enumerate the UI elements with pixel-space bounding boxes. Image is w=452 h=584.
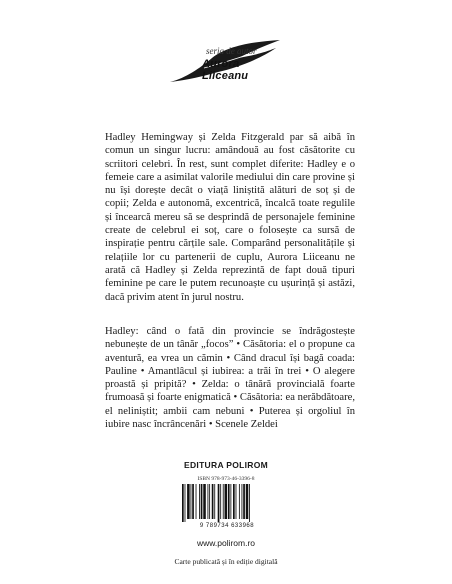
- series-logo: [166, 38, 284, 86]
- digital-edition-note: Carte publicată și în ediție digitală: [174, 557, 278, 566]
- contents-paragraph: Hadley: când o fată din provincie se îndrăgostește nebunește de un tânăr „focos” • Căsătoria: el o propune ca aventură, ea vrea un cămin • Când dracul își bagă coada: Pauline • Amantlâcul și iubirea: a trăi în trei • O alegere proastă și pripită? • Zelda: o tânără provincială foarte frumoasă și foarte enigmatică • Căsătoria: ea nerăbdătoare, el neliniștit; ambii cam nebuni • Puterea și orgoliul în iubire nasc încrâncenări • Scenele Zeldei: [105, 326, 355, 431]
- publisher-website: www.polirom.ro: [196, 538, 256, 548]
- publisher-name: EDITURA POLIROM: [184, 460, 268, 470]
- description-paragraph: Hadley Hemingway și Zelda Fitzgerald par să aibă în comun un singur lucru: amândouă au fost căsătorite cu scriitori celebri. În rest, sunt complet diferite: Hadley e o femeie care a asimilat valorile mediului din care provine și nu își dorește decât o viață liniștită alături de soț și de copii; Zelda e autonomă, excentrică, încalcă toate regulile și încearcă mereu să se desprindă de personajele feminine create de celebrul ei soț, care o folosește ca sursă de inspirație pentru cărțile sale. Comparând personalitățile și relațiile lor cu partenerii de cuplu, Aurora Liiceanu ne arată că Hadley și Zelda reprezintă de fapt două tipuri feminine pe care le putem recunoaște cu ușurință și astăzi, dacă privim atent în jurul nostru.: [105, 132, 355, 303]
- series-label: seria de autor: [206, 46, 257, 56]
- series-author-name: Aurora Liiceanu: [202, 58, 249, 82]
- barcode: [180, 484, 274, 522]
- isbn-text: ISBN 978-973-46-3396-8: [197, 476, 255, 482]
- barcode-number: 9 789734 633968: [199, 523, 255, 529]
- barcode-bars: [180, 484, 274, 522]
